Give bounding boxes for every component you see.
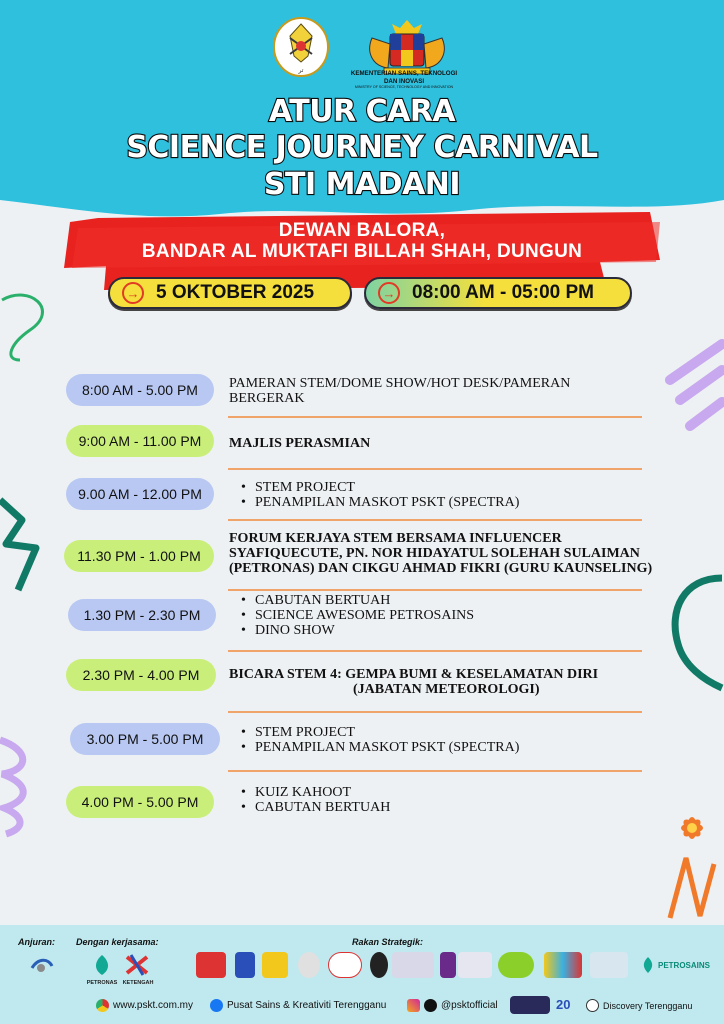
venue-line-1: DEWAN BALORA, — [278, 220, 446, 241]
activity-bullet-item: • STEM PROJECT — [241, 480, 519, 495]
facebook-icon — [210, 999, 223, 1012]
facebook-text: Pusat Sains & Kreativiti Terengganu — [227, 1000, 387, 1011]
activity-bullet-item: • PENAMPILAN MASKOT PSKT (SPECTRA) — [241, 495, 519, 510]
discovery-text: Discovery Terengganu — [603, 1000, 693, 1011]
row-divider — [228, 650, 642, 652]
activity-line: BERGERAK — [229, 391, 305, 406]
partner-logo-5 — [328, 952, 362, 978]
activity-line: SYAFIQUECUTE, PN. NOR HIDAYATUL SOLEHAH SULAIMAN — [229, 546, 640, 561]
title-line-3: STI MADANI — [263, 167, 461, 202]
partner-crest-logo — [370, 952, 388, 978]
activity-bullet-item: • STEM PROJECT — [241, 725, 519, 740]
title-line-2: SCIENCE JOURNEY CARNIVAL — [126, 130, 598, 165]
activity-description — [229, 376, 570, 406]
row-divider — [228, 416, 642, 418]
activity-line: FORUM KERJAYA STEM BERSAMA INFLUENCER — [229, 531, 562, 546]
activity-bullet-item: • PENAMPILAN MASKOT PSKT (SPECTRA) — [241, 740, 519, 755]
activity-line: (PETRONAS) DAN CIKGU AHMAD FIKRI (GURU KAUNSELING) — [229, 561, 653, 576]
row-divider — [228, 589, 642, 591]
activity-line: PAMERAN STEM/DOME SHOW/HOT DESK/PAMERAN — [229, 376, 571, 391]
row-divider — [228, 468, 642, 470]
time-text: 08:00 AM - 05:00 PM — [412, 282, 594, 303]
kpt-partner-logo — [196, 952, 226, 978]
website-contact[interactable] — [96, 999, 193, 1012]
malaysia-madani-logo — [510, 996, 550, 1014]
ministry-name — [344, 70, 464, 90]
time-badge: 11.30 PM - 1.00 PM — [64, 540, 214, 572]
anjuran-label: Anjuran: — [18, 937, 55, 947]
twenty-years-logo: 20 — [556, 997, 571, 1012]
activity-description — [229, 667, 598, 697]
activity-description — [229, 436, 370, 451]
time-badge: 9:00 AM - 11.00 PM — [66, 425, 214, 457]
terengganu-crest-logo — [272, 16, 330, 78]
discovery-terengganu-logo — [586, 999, 692, 1012]
activity-bullet-item: • CABUTAN BERTUAH — [241, 593, 474, 608]
activity-bullet-list — [241, 785, 390, 815]
kerjasama-label: Dengan kerjasama: — [76, 937, 159, 947]
activity-line: BICARA STEM 4: GEMPA BUMI & KESELAMATAN DIRI — [229, 667, 599, 682]
ministry-name-text: KEMENTERIAN SAINS, TEKNOLOGI DAN INOVASI — [350, 70, 458, 85]
title-line-1: ATUR CARA — [268, 94, 456, 129]
time-badge: 1.30 PM - 2.30 PM — [68, 599, 216, 631]
activity-bullet-list — [241, 480, 519, 510]
teal-hook-decoration — [664, 570, 724, 710]
social-contact[interactable] — [407, 999, 498, 1012]
ministry-sub-text: MINISTRY OF SCIENCE, TECHNOLOGY AND INNOVATION — [354, 85, 454, 89]
partner-logo-mosti — [590, 952, 628, 978]
date-text: 5 OKTOBER 2025 — [156, 282, 315, 303]
row-divider — [228, 711, 642, 713]
activity-bullet-item: • SCIENCE AWESOME PETROSAINS — [241, 608, 474, 623]
activity-bullet-item: • KUIZ KAHOOT — [241, 785, 390, 800]
time-pill — [364, 277, 632, 309]
activity-bullet-item: • CABUTAN BERTUAH — [241, 800, 390, 815]
nimia-logo — [498, 952, 534, 978]
partner-logo-2 — [235, 952, 255, 978]
activity-description — [229, 531, 652, 576]
instagram-icon — [407, 999, 420, 1012]
green-swirl-decoration — [0, 280, 60, 380]
lilac-scribble-decoration — [0, 730, 40, 840]
arrow-right-circle-icon: → — [378, 282, 400, 304]
ketengah-label: KETENGAH — [122, 980, 154, 986]
pusat-sains-negara-logo — [544, 952, 582, 978]
uitm-logo — [458, 952, 492, 978]
petronas-label: PETRONAS — [86, 980, 118, 986]
unisza-logo — [392, 952, 434, 978]
rakan-strategik-label: Rakan Strategik: — [352, 937, 424, 947]
time-badge: 2.30 PM - 4.00 PM — [66, 659, 216, 691]
chrome-icon — [96, 999, 109, 1012]
social-text: @psktofficial — [441, 1000, 498, 1011]
discovery-icon — [586, 999, 599, 1012]
ketengah-logo — [123, 952, 151, 978]
facebook-contact[interactable] — [210, 999, 386, 1012]
pskt-logo — [26, 952, 56, 978]
time-badge: 8:00 AM - 5.00 PM — [66, 374, 214, 406]
police-crest-logo — [298, 952, 320, 978]
time-badge: 4.00 PM - 5.00 PM — [66, 786, 214, 818]
time-badge: 3.00 PM - 5.00 PM — [70, 723, 220, 755]
orange-flower-decoration — [656, 808, 724, 924]
petronas-logo — [88, 952, 116, 978]
date-pill — [108, 277, 352, 309]
petrosains-label: PETROSAINS — [658, 961, 711, 970]
activity-bullet-item: • DINO SHOW — [241, 623, 474, 638]
activity-line: (JABATAN METEOROLOGI) — [353, 682, 540, 697]
row-divider — [228, 519, 642, 521]
activity-line: MAJLIS PERASMIAN — [229, 436, 371, 451]
website-text: www.pskt.com.my — [113, 1000, 194, 1011]
activity-bullet-list — [241, 593, 474, 638]
teal-zigzag-decoration — [0, 490, 50, 600]
uitm-crest-logo — [440, 952, 456, 978]
svg-text:ﺗﺮ: ﺗﺮ — [298, 67, 304, 74]
tiktok-icon — [424, 999, 437, 1012]
venue-line-2: BANDAR AL MUKTAFI BILLAH SHAH, DUNGUN — [141, 241, 583, 262]
partner-logo-3 — [262, 952, 288, 978]
lilac-ribbon-decoration — [660, 330, 724, 480]
arrow-right-circle-icon: → — [122, 282, 144, 304]
row-divider — [228, 770, 642, 772]
activity-bullet-list — [241, 725, 519, 755]
petrosains-icon — [640, 952, 656, 978]
time-badge: 9.00 AM - 12.00 PM — [66, 478, 214, 510]
